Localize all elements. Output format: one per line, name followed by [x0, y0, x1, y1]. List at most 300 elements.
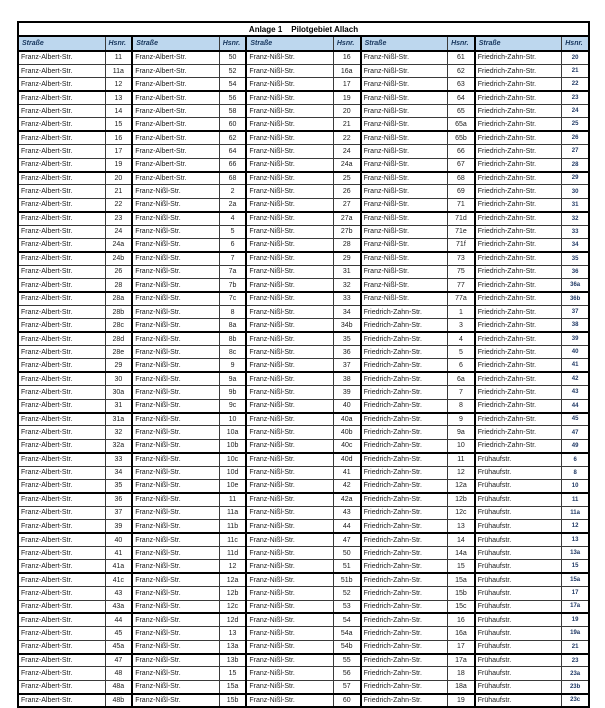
hsnr-cell: 9c [219, 399, 246, 412]
street-cell: Franz-Albert-Str. [18, 372, 105, 385]
hsnr-cell: 37 [105, 506, 132, 519]
hsnr-cell: 31 [562, 198, 589, 211]
hsnr-cell: 29 [562, 172, 589, 185]
street-cell: Franz-Albert-Str. [18, 546, 105, 559]
street-cell: Franz-Nißl-Str. [132, 225, 219, 238]
street-cell: Friedrich-Zahn-Str. [361, 546, 448, 559]
street-cell: Franz-Nißl-Str. [361, 78, 448, 91]
street-cell: Frühaufstr. [475, 533, 562, 546]
hsnr-cell: 62 [219, 131, 246, 144]
street-cell: Franz-Nißl-Str. [132, 279, 219, 292]
table-row [18, 506, 589, 519]
hsnr-cell: 7a [219, 265, 246, 278]
hsnr-cell: 45 [105, 627, 132, 640]
hsnr-cell: 36 [562, 265, 589, 278]
street-cell: Friedrich-Zahn-Str. [475, 372, 562, 385]
street-cell: Frühaufstr. [475, 480, 562, 493]
street-cell: Frühaufstr. [475, 587, 562, 600]
table-row [18, 158, 589, 171]
table-row [18, 426, 589, 439]
street-cell: Friedrich-Zahn-Str. [475, 292, 562, 305]
street-cell: Franz-Nißl-Str. [246, 573, 333, 586]
hsnr-cell: 34 [333, 305, 360, 318]
hsnr-cell: 23 [105, 212, 132, 225]
street-cell: Frühaufstr. [475, 573, 562, 586]
hsnr-cell: 42 [562, 372, 589, 385]
street-cell: Frühaufstr. [475, 466, 562, 479]
street-cell: Frühaufstr. [475, 600, 562, 613]
street-cell: Franz-Nißl-Str. [246, 332, 333, 345]
hsnr-cell: 38 [562, 319, 589, 332]
street-cell: Friedrich-Zahn-Str. [361, 560, 448, 573]
hsnr-cell: 6 [448, 359, 475, 372]
street-cell: Franz-Nißl-Str. [246, 319, 333, 332]
street-cell: Franz-Nißl-Str. [246, 305, 333, 318]
street-cell: Friedrich-Zahn-Str. [361, 386, 448, 399]
hsnr-cell: 19 [333, 91, 360, 104]
street-cell: Franz-Nißl-Str. [132, 198, 219, 211]
hsnr-cell: 58 [219, 105, 246, 118]
hsnr-cell: 43 [562, 386, 589, 399]
street-cell: Franz-Nißl-Str. [132, 359, 219, 372]
street-cell: Franz-Nißl-Str. [246, 694, 333, 707]
hsnr-cell: 15 [219, 667, 246, 680]
table-row [18, 386, 589, 399]
hsnr-cell: 39 [333, 386, 360, 399]
street-cell: Franz-Nißl-Str. [246, 413, 333, 426]
street-cell: Friedrich-Zahn-Str. [475, 413, 562, 426]
table-row [18, 520, 589, 533]
hsnr-cell: 71f [448, 238, 475, 251]
hsnr-cell: 51 [333, 560, 360, 573]
street-cell: Friedrich-Zahn-Str. [361, 399, 448, 412]
street-cell: Friedrich-Zahn-Str. [475, 105, 562, 118]
street-cell: Franz-Albert-Str. [132, 145, 219, 158]
street-cell: Franz-Nißl-Str. [361, 265, 448, 278]
hsnr-cell: 13 [448, 520, 475, 533]
hsnr-cell: 15a [219, 680, 246, 693]
street-cell: Friedrich-Zahn-Str. [361, 654, 448, 667]
street-cell: Franz-Nißl-Str. [361, 198, 448, 211]
hsnr-cell: 47 [562, 426, 589, 439]
street-cell: Franz-Albert-Str. [18, 399, 105, 412]
table-row [18, 640, 589, 653]
street-cell: Franz-Albert-Str. [18, 520, 105, 533]
hsnr-cell: 11a [562, 506, 589, 519]
street-cell: Franz-Nißl-Str. [246, 466, 333, 479]
hsnr-cell: 51b [333, 573, 360, 586]
hsnr-cell: 25 [333, 172, 360, 185]
col-header-strasse: Straße [132, 36, 219, 51]
table-row [18, 252, 589, 265]
street-cell: Franz-Nißl-Str. [132, 546, 219, 559]
street-cell: Friedrich-Zahn-Str. [475, 78, 562, 91]
hsnr-cell: 26 [562, 131, 589, 144]
hsnr-cell: 13 [105, 91, 132, 104]
street-cell: Friedrich-Zahn-Str. [475, 332, 562, 345]
hsnr-cell: 33 [333, 292, 360, 305]
street-cell: Friedrich-Zahn-Str. [361, 573, 448, 586]
street-cell: Franz-Albert-Str. [18, 613, 105, 626]
street-cell: Franz-Nißl-Str. [246, 613, 333, 626]
hsnr-cell: 10 [562, 480, 589, 493]
street-cell: Franz-Nißl-Str. [361, 91, 448, 104]
table-row [18, 292, 589, 305]
hsnr-cell: 22 [105, 198, 132, 211]
hsnr-cell: 15b [448, 587, 475, 600]
street-cell: Friedrich-Zahn-Str. [361, 587, 448, 600]
street-cell: Frühaufstr. [475, 560, 562, 573]
street-cell: Franz-Nißl-Str. [246, 453, 333, 466]
hsnr-cell: 2 [219, 185, 246, 198]
street-cell: Friedrich-Zahn-Str. [361, 694, 448, 707]
table-row [18, 145, 589, 158]
hsnr-cell: 28 [562, 158, 589, 171]
street-cell: Franz-Nißl-Str. [132, 560, 219, 573]
street-cell: Franz-Nißl-Str. [361, 225, 448, 238]
hsnr-cell: 31 [105, 399, 132, 412]
street-cell: Franz-Nißl-Str. [246, 145, 333, 158]
street-cell: Franz-Nißl-Str. [246, 252, 333, 265]
table-row [18, 64, 589, 77]
hsnr-cell: 69 [448, 185, 475, 198]
street-cell: Franz-Nißl-Str. [361, 279, 448, 292]
street-cell: Franz-Nißl-Str. [132, 212, 219, 225]
street-cell: Franz-Nißl-Str. [361, 158, 448, 171]
street-cell: Franz-Nißl-Str. [246, 346, 333, 359]
street-cell: Friedrich-Zahn-Str. [475, 64, 562, 77]
hsnr-cell: 18a [448, 680, 475, 693]
hsnr-cell: 23 [562, 91, 589, 104]
street-cell: Franz-Albert-Str. [18, 506, 105, 519]
street-cell: Franz-Albert-Str. [132, 51, 219, 64]
hsnr-cell: 15 [105, 118, 132, 131]
hsnr-cell: 28 [333, 238, 360, 251]
hsnr-cell: 23c [562, 694, 589, 707]
street-cell: Friedrich-Zahn-Str. [475, 238, 562, 251]
hsnr-cell: 12a [219, 573, 246, 586]
hsnr-cell: 52 [333, 587, 360, 600]
hsnr-cell: 40 [562, 346, 589, 359]
hsnr-cell: 48b [105, 694, 132, 707]
street-cell: Franz-Nißl-Str. [246, 64, 333, 77]
street-cell: Franz-Albert-Str. [132, 105, 219, 118]
hsnr-cell: 10 [448, 439, 475, 452]
street-cell: Friedrich-Zahn-Str. [475, 439, 562, 452]
hsnr-cell: 37 [562, 305, 589, 318]
col-header-hsnr: Hsnr. [448, 36, 475, 51]
hsnr-cell: 24 [562, 105, 589, 118]
street-cell: Franz-Nißl-Str. [132, 627, 219, 640]
street-cell: Franz-Nißl-Str. [246, 198, 333, 211]
hsnr-cell: 48a [105, 680, 132, 693]
street-cell: Franz-Albert-Str. [18, 305, 105, 318]
hsnr-cell: 61 [448, 51, 475, 64]
hsnr-cell: 12d [219, 613, 246, 626]
street-cell: Franz-Nißl-Str. [246, 680, 333, 693]
street-cell: Franz-Albert-Str. [18, 51, 105, 64]
hsnr-cell: 11c [219, 533, 246, 546]
street-cell: Friedrich-Zahn-Str. [475, 279, 562, 292]
street-cell: Franz-Nißl-Str. [246, 506, 333, 519]
hsnr-cell: 17 [333, 78, 360, 91]
hsnr-cell: 31 [333, 265, 360, 278]
street-cell: Friedrich-Zahn-Str. [361, 426, 448, 439]
street-cell: Friedrich-Zahn-Str. [475, 212, 562, 225]
street-cell: Franz-Nißl-Str. [132, 613, 219, 626]
hsnr-cell: 41c [105, 573, 132, 586]
street-cell: Friedrich-Zahn-Str. [361, 319, 448, 332]
hsnr-cell: 38 [333, 372, 360, 385]
street-cell: Friedrich-Zahn-Str. [361, 372, 448, 385]
hsnr-cell: 60 [219, 118, 246, 131]
street-cell: Franz-Nißl-Str. [246, 238, 333, 251]
street-cell: Franz-Albert-Str. [18, 131, 105, 144]
hsnr-cell: 20 [105, 172, 132, 185]
hsnr-cell: 56 [333, 667, 360, 680]
hsnr-cell: 21 [105, 185, 132, 198]
street-cell: Franz-Albert-Str. [18, 64, 105, 77]
table-row [18, 560, 589, 573]
hsnr-cell: 7 [219, 252, 246, 265]
hsnr-cell: 16a [333, 64, 360, 77]
street-cell: Franz-Nißl-Str. [246, 212, 333, 225]
street-cell: Franz-Nißl-Str. [132, 426, 219, 439]
hsnr-cell: 21 [562, 64, 589, 77]
hsnr-cell: 16 [448, 613, 475, 626]
street-cell: Franz-Nißl-Str. [246, 265, 333, 278]
street-cell: Franz-Albert-Str. [18, 627, 105, 640]
hsnr-cell: 25 [562, 118, 589, 131]
street-cell: Franz-Albert-Str. [18, 172, 105, 185]
street-cell: Franz-Albert-Str. [132, 172, 219, 185]
hsnr-cell: 44 [105, 613, 132, 626]
street-cell: Franz-Albert-Str. [18, 225, 105, 238]
street-cell: Friedrich-Zahn-Str. [475, 118, 562, 131]
hsnr-cell: 71d [448, 212, 475, 225]
hsnr-cell: 32 [333, 279, 360, 292]
hsnr-cell: 7 [448, 386, 475, 399]
street-cell: Franz-Nißl-Str. [361, 118, 448, 131]
street-cell: Franz-Nißl-Str. [246, 493, 333, 506]
hsnr-cell: 22 [562, 78, 589, 91]
table-row [18, 480, 589, 493]
hsnr-cell: 19a [562, 627, 589, 640]
hsnr-cell: 21 [562, 640, 589, 653]
street-cell: Franz-Albert-Str. [18, 198, 105, 211]
street-cell: Franz-Albert-Str. [18, 413, 105, 426]
street-cell: Franz-Nißl-Str. [361, 131, 448, 144]
hsnr-cell: 12 [219, 560, 246, 573]
street-cell: Franz-Albert-Str. [18, 680, 105, 693]
street-cell: Franz-Nißl-Str. [246, 172, 333, 185]
street-cell: Franz-Albert-Str. [18, 694, 105, 707]
street-cell: Friedrich-Zahn-Str. [361, 520, 448, 533]
street-cell: Franz-Albert-Str. [132, 131, 219, 144]
hsnr-cell: 19 [448, 694, 475, 707]
street-cell: Franz-Nißl-Str. [132, 413, 219, 426]
street-cell: Franz-Nißl-Str. [132, 386, 219, 399]
hsnr-cell: 12a [448, 480, 475, 493]
street-cell: Franz-Nißl-Str. [132, 520, 219, 533]
street-cell: Franz-Nißl-Str. [361, 105, 448, 118]
street-cell: Friedrich-Zahn-Str. [361, 680, 448, 693]
street-cell: Frühaufstr. [475, 453, 562, 466]
hsnr-cell: 45a [105, 640, 132, 653]
street-cell: Franz-Nißl-Str. [361, 51, 448, 64]
hsnr-cell: 13b [219, 654, 246, 667]
hsnr-cell: 15c [448, 600, 475, 613]
hsnr-cell: 9 [448, 413, 475, 426]
hsnr-cell: 32a [105, 439, 132, 452]
street-cell: Frühaufstr. [475, 694, 562, 707]
hsnr-cell: 64 [219, 145, 246, 158]
hsnr-cell: 53 [333, 600, 360, 613]
street-cell: Franz-Nißl-Str. [132, 600, 219, 613]
street-cell: Friedrich-Zahn-Str. [475, 359, 562, 372]
street-cell: Franz-Albert-Str. [18, 332, 105, 345]
table-row [18, 51, 589, 64]
hsnr-cell: 31a [105, 413, 132, 426]
street-cell: Franz-Nißl-Str. [246, 51, 333, 64]
street-cell: Franz-Albert-Str. [18, 439, 105, 452]
hsnr-cell: 10a [219, 426, 246, 439]
hsnr-cell: 40c [333, 439, 360, 452]
hsnr-cell: 37 [333, 359, 360, 372]
hsnr-cell: 7b [219, 279, 246, 292]
hsnr-cell: 14 [448, 533, 475, 546]
street-cell: Frühaufstr. [475, 627, 562, 640]
table-row [18, 131, 589, 144]
hsnr-cell: 28c [105, 319, 132, 332]
street-cell: Frühaufstr. [475, 680, 562, 693]
hsnr-cell: 16 [105, 131, 132, 144]
street-cell: Friedrich-Zahn-Str. [361, 439, 448, 452]
col-header-strasse: Straße [475, 36, 562, 51]
col-header-strasse: Straße [18, 36, 105, 51]
street-cell: Franz-Albert-Str. [18, 292, 105, 305]
hsnr-cell: 16a [448, 627, 475, 640]
table-row [18, 118, 589, 131]
hsnr-cell: 71 [448, 198, 475, 211]
street-cell: Friedrich-Zahn-Str. [475, 145, 562, 158]
street-cell: Franz-Albert-Str. [18, 466, 105, 479]
hsnr-cell: 28a [105, 292, 132, 305]
hsnr-cell: 8 [219, 305, 246, 318]
street-cell: Friedrich-Zahn-Str. [475, 131, 562, 144]
hsnr-cell: 2a [219, 198, 246, 211]
col-header-strasse: Straße [246, 36, 333, 51]
col-header-hsnr: Hsnr. [562, 36, 589, 51]
street-cell: Franz-Nißl-Str. [246, 158, 333, 171]
hsnr-cell: 19 [105, 158, 132, 171]
table-row [18, 359, 589, 372]
table-row [18, 198, 589, 211]
table-row [18, 493, 589, 506]
table-row [18, 185, 589, 198]
table-row [18, 680, 589, 693]
street-cell: Franz-Albert-Str. [18, 359, 105, 372]
hsnr-cell: 14a [448, 546, 475, 559]
hsnr-cell: 15 [562, 560, 589, 573]
hsnr-cell: 24a [333, 158, 360, 171]
table-row [18, 212, 589, 225]
hsnr-cell: 17 [448, 640, 475, 653]
hsnr-cell: 30a [105, 386, 132, 399]
street-cell: Franz-Nißl-Str. [361, 172, 448, 185]
street-cell: Franz-Albert-Str. [18, 480, 105, 493]
hsnr-cell: 41a [105, 560, 132, 573]
table-row [18, 225, 589, 238]
street-cell: Friedrich-Zahn-Str. [361, 493, 448, 506]
street-cell: Franz-Nißl-Str. [246, 654, 333, 667]
table-row [18, 346, 589, 359]
street-cell: Friedrich-Zahn-Str. [361, 613, 448, 626]
street-cell: Franz-Nißl-Str. [132, 265, 219, 278]
street-cell: Frühaufstr. [475, 546, 562, 559]
street-cell: Frühaufstr. [475, 520, 562, 533]
street-cell: Friedrich-Zahn-Str. [475, 386, 562, 399]
hsnr-cell: 8 [448, 399, 475, 412]
hsnr-cell: 43 [105, 587, 132, 600]
hsnr-cell: 49 [562, 439, 589, 452]
street-cell: Frühaufstr. [475, 667, 562, 680]
street-cell: Franz-Albert-Str. [18, 252, 105, 265]
street-cell: Franz-Nißl-Str. [132, 466, 219, 479]
street-cell: Franz-Albert-Str. [18, 105, 105, 118]
table-row [18, 238, 589, 251]
hsnr-cell: 22 [333, 131, 360, 144]
street-cell: Franz-Albert-Str. [18, 91, 105, 104]
hsnr-cell: 13a [562, 546, 589, 559]
street-cell: Frühaufstr. [475, 613, 562, 626]
street-cell: Franz-Nißl-Str. [361, 185, 448, 198]
street-cell: Friedrich-Zahn-Str. [475, 265, 562, 278]
hsnr-cell: 12b [448, 493, 475, 506]
hsnr-cell: 71e [448, 225, 475, 238]
hsnr-cell: 6 [562, 453, 589, 466]
hsnr-cell: 8b [219, 332, 246, 345]
street-cell: Franz-Nißl-Str. [246, 627, 333, 640]
title-annex-label: Anlage 1 [248, 24, 283, 34]
hsnr-cell: 33 [105, 453, 132, 466]
street-cell: Franz-Nißl-Str. [246, 560, 333, 573]
street-cell: Friedrich-Zahn-Str. [475, 305, 562, 318]
street-cell: Franz-Albert-Str. [18, 493, 105, 506]
hsnr-cell: 12c [448, 506, 475, 519]
street-cell: Franz-Nißl-Str. [132, 319, 219, 332]
table-row [18, 319, 589, 332]
hsnr-cell: 10 [219, 413, 246, 426]
street-cell: Franz-Albert-Str. [18, 600, 105, 613]
hsnr-cell: 11d [219, 546, 246, 559]
street-cell: Franz-Albert-Str. [18, 533, 105, 546]
street-cell: Franz-Nißl-Str. [132, 640, 219, 653]
hsnr-cell: 63 [448, 78, 475, 91]
street-cell: Friedrich-Zahn-Str. [475, 426, 562, 439]
hsnr-cell: 4 [448, 332, 475, 345]
hsnr-cell: 9b [219, 386, 246, 399]
hsnr-cell: 11 [448, 453, 475, 466]
hsnr-cell: 55 [333, 654, 360, 667]
hsnr-cell: 24 [333, 145, 360, 158]
street-cell: Friedrich-Zahn-Str. [475, 252, 562, 265]
street-cell: Franz-Nißl-Str. [132, 292, 219, 305]
column-header-row [18, 36, 589, 51]
street-cell: Friedrich-Zahn-Str. [475, 399, 562, 412]
table-row [18, 587, 589, 600]
street-cell: Franz-Nißl-Str. [132, 493, 219, 506]
